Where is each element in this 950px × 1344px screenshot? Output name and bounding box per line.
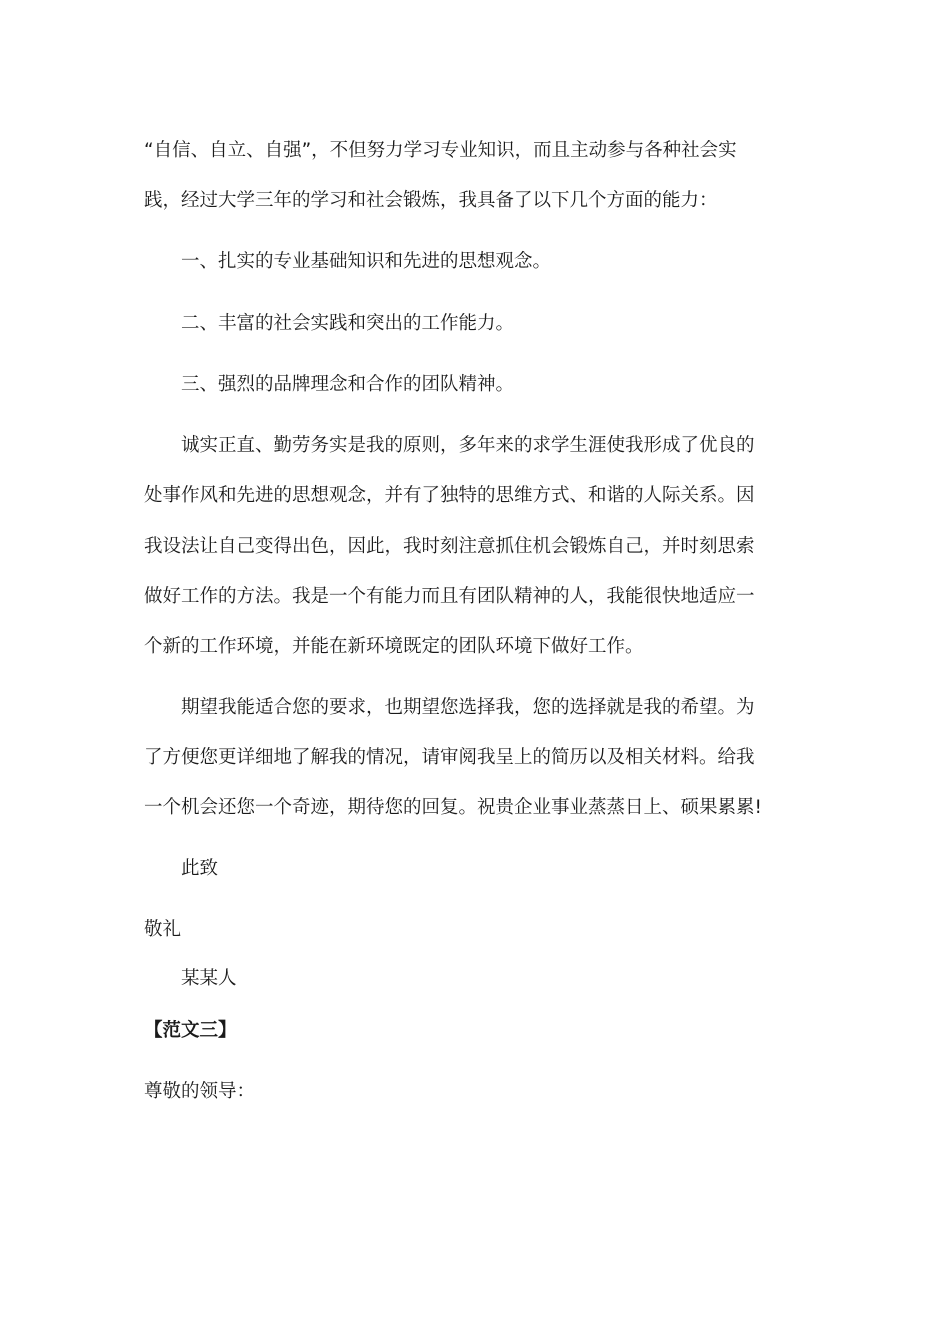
list-item: 二、丰富的社会实践和突出的工作能力。	[181, 313, 515, 334]
closing-regards: 敬礼	[144, 919, 182, 940]
signature-name: 某某人	[181, 968, 237, 989]
paragraph-line: 我设法让自己变得出色，因此，我时刻注意抓住机会锻炼自己，并时刻思索	[144, 536, 755, 557]
section-heading: 【范文三】	[144, 1020, 237, 1041]
paragraph-line: 一个机会还您一个奇迹，期待您的回复。祝贵企业事业蒸蒸日上、硕果累累!	[144, 797, 762, 818]
paragraph-line: “自信、自立、自强”，不但努力学习专业知识，而且主动参与各种社会实	[144, 140, 737, 161]
paragraph-line: 了方便您更详细地了解我的情况，请审阅我呈上的简历以及相关材料。给我	[144, 747, 755, 768]
paragraph-line: 个新的工作环境，并能在新环境既定的团队环境下做好工作。	[144, 636, 644, 657]
salutation: 尊敬的领导：	[144, 1081, 256, 1102]
paragraph-line: 期望我能适合您的要求，也期望您选择我，您的选择就是我的希望。为	[181, 697, 755, 718]
closing-line: 此致	[181, 858, 219, 879]
paragraph-line: 践，经过大学三年的学习和社会锻炼，我具备了以下几个方面的能力：	[144, 190, 718, 211]
paragraph-line: 做好工作的方法。我是一个有能力而且有团队精神的人，我能很快地适应一	[144, 586, 755, 607]
list-item: 三、强烈的品牌理念和合作的团队精神。	[181, 374, 515, 395]
paragraph-line: 诚实正直、勤劳务实是我的原则，多年来的求学生涯使我形成了优良的	[181, 435, 755, 456]
list-item: 一、扎实的专业基础知识和先进的思想观念。	[181, 251, 552, 272]
paragraph-line: 处事作风和先进的思想观念，并有了独特的思维方式、和谐的人际关系。因	[144, 485, 755, 506]
